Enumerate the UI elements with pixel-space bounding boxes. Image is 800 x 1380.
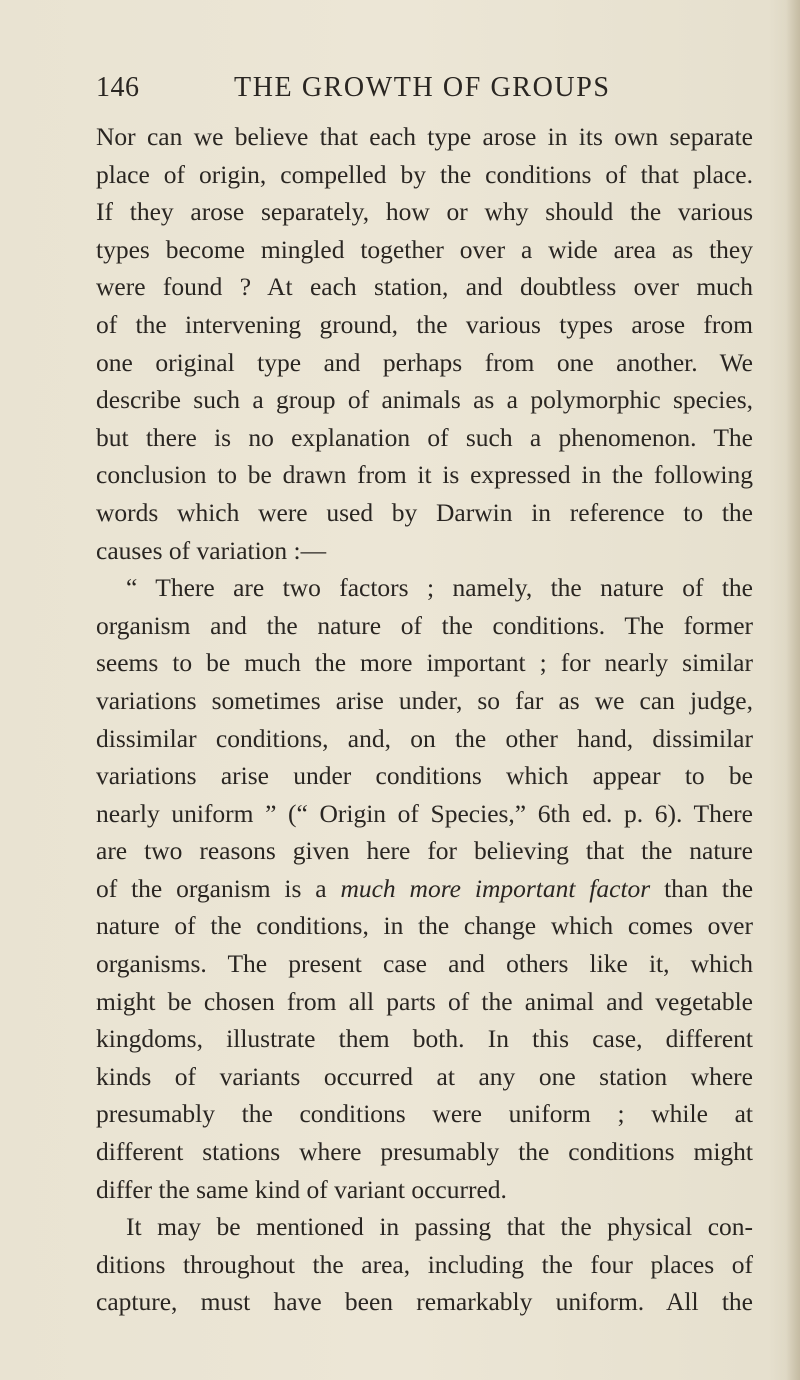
text-line: presumably the conditions were uniform ; while at — [96, 1099, 753, 1129]
text-line: nature of the conditions, in the change which comes over — [96, 911, 753, 941]
text-line: capture, must have been remarkably uniform. All the — [96, 1287, 753, 1317]
page-edge-shadow — [786, 0, 800, 1380]
text-line: were found ? At each station, and doubtless over much — [96, 272, 753, 302]
text-line: of the intervening ground, the various types arose from — [96, 309, 753, 339]
text-line: “ There are two factors ; namely, the nature of the — [126, 573, 753, 603]
text-line: It may be mentioned in passing that the physical con- — [126, 1212, 753, 1242]
text-line-with-italic — [96, 870, 753, 908]
running-head: THE GROWTH OF GROUPS — [234, 72, 611, 103]
text-line: organism and the nature of the conditions. The former — [96, 610, 753, 640]
text-line: words which were used by Darwin in reference to the — [96, 497, 753, 527]
text-line: place of origin, compelled by the conditions of that place. — [96, 159, 753, 189]
text-line: are two reasons given here for believing that the nature — [96, 836, 753, 866]
text-segment: than the — [664, 873, 754, 903]
text-line: differ the same kind of variant occurred. — [96, 1174, 507, 1204]
text-line: seems to be much the more important ; for nearly similar — [96, 648, 753, 678]
text-line: causes of variation :— — [96, 535, 327, 565]
text-line: organisms. The present case and others like it, which — [96, 949, 753, 979]
text-line: Nor can we believe that each type arose in its own separate — [96, 122, 753, 151]
text-line: kinds of variants occurred at any one station where — [96, 1061, 753, 1091]
text-line: types become mingled together over a wide area as they — [96, 234, 753, 264]
text-line: If they arose separately, how or why should the various — [96, 197, 753, 227]
page-header — [96, 72, 746, 112]
page-number: 146 — [96, 72, 140, 103]
text-line: nearly uniform ” (“ Origin of Species,” 6th ed. p. 6). There — [96, 798, 753, 828]
text-line: conclusion to be drawn from it is expressed in the following — [96, 460, 753, 490]
text-line: variations sometimes arise under, so far as we can judge, — [96, 685, 753, 715]
text-line: dissimilar conditions, and, on the other hand, dissimilar — [96, 723, 753, 753]
italic-emphasis: much more important factor — [340, 873, 651, 903]
text-line: variations arise under conditions which appear to be — [96, 761, 753, 791]
text-line: kingdoms, illustrate them both. In this case, different — [96, 1024, 753, 1054]
text-line: describe such a group of animals as a polymorphic species, — [96, 385, 753, 415]
text-line: one original type and perhaps from one another. We — [96, 347, 753, 377]
text-line: different stations where presumably the conditions might — [96, 1137, 753, 1167]
body-text — [96, 118, 753, 1321]
text-line: ditions throughout the area, including the four places of — [96, 1249, 753, 1279]
text-segment: of the organism is a — [96, 873, 327, 903]
text-line: might be chosen from all parts of the animal and vegetable — [96, 986, 753, 1016]
text-line: but there is no explanation of such a phenomenon. The — [96, 422, 753, 452]
